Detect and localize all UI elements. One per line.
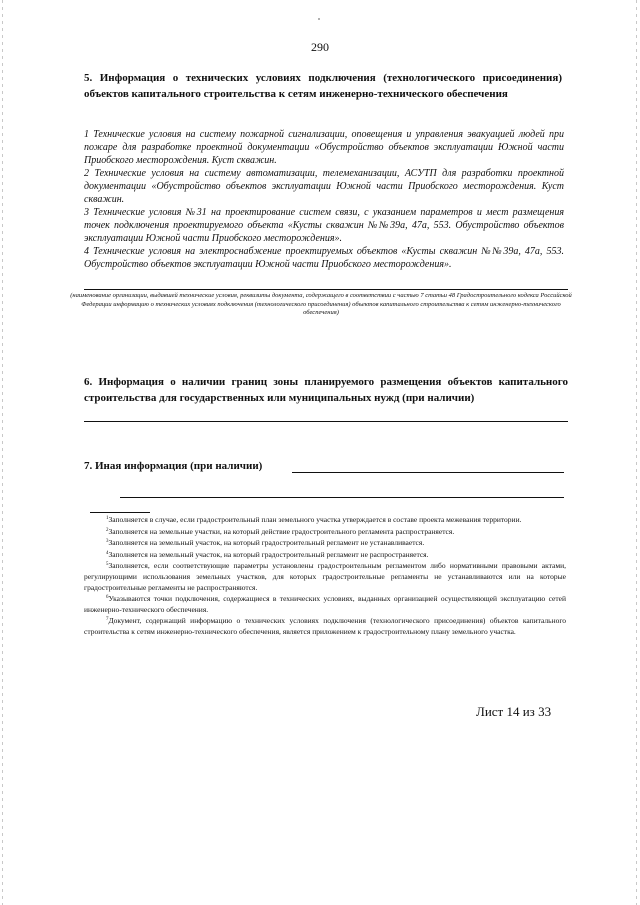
condition-item-2: 2 Технические условия на систему автоматизации, телемеханизации, АСУТП для разработки проектной документации «Обустройство объектов эксплуатации Южной части Приобского месторождения. Куст скважин. (84, 168, 564, 205)
section-6-heading: 6. Информация о наличии границ зоны планируемого размещения объектов капитального строительства для государственных или муниципальных нужд (при наличии) (84, 376, 568, 404)
section-5-caption: (наименование организации, выдавшей технические условия, реквизиты документа, содержащего в соответствии с частью 7 статьи 48 Градостроительного кодекса Российской Федерации информацию о технических условиях подключения (технологического присоединения) объектов капитального строительства к сетям инженерно-технического обеспечения) (70, 292, 572, 316)
footnote-3: $^3$Заполняется на земельный участок, на который градостроительный регламент не устанавливается. (106, 538, 425, 548)
page-number: 290 (311, 40, 329, 54)
footnote-1: $^1$Заполняется в случае, если градостроительный план земельного участка утверждается в составе проекта межевания территории. (106, 515, 522, 524)
section-5-underline (84, 289, 568, 290)
footnote-4: $^4$Заполняется на земельный участок, на который градостроительный регламент не распространяется. (106, 549, 429, 559)
section-6-underline (84, 421, 568, 422)
condition-item-4: 4 Технические условия на электроснабжение проектируемых объектов «Кусты скважин №№39а, 47а, 553. Обустройство объектов эксплуатации Южной части Приобского месторождения». (84, 246, 564, 270)
footnote-2: $^2$Заполняется на земельные участки, на который действие градостроительного регламента распространяется. (106, 526, 455, 536)
condition-item-3: 3 Технические условия №31 на проектирование систем связи, с указанием параметров и мест размещения точек подключения проектируемого объекта «Кусты скважин №№39а, 47а, 553. Обустройство объектов эксплуатации Южной части Приобского месторождения». (84, 207, 564, 244)
footnote-7: $^7$Документ, содержащий информацию о технических условиях подключения (технологического присоединения) объектов капитального строительства к сетям инженерно-технического обеспечения, является приложением к градостроительному плану земельного участка. (84, 616, 566, 636)
footnote-6: $^6$Указываются точки подключения, содержащиеся в технических условиях, выданных организацией осуществляющей эксплуатацию сетей инженерно-технического обеспечения. (84, 594, 566, 614)
section-7-heading: 7. Иная информация (при наличии) (84, 460, 263, 472)
scan-left-edge (2, 0, 3, 905)
condition-item-1: 1 Технические условия на систему пожарной сигнализации, оповещения и управления эвакуацией людей при пожаре для разработке проектной документации «Обустройство объектов эксплуатации Южной части Приобского месторождения. Куст скважин. (84, 129, 564, 166)
section-5-heading: 5. Информация о технических условиях подключения (технологического присоединения) объектов капитального строительства к сетям инженерно-технического обеспечения (84, 72, 562, 100)
footnotes (84, 514, 566, 638)
section-5-conditions (84, 128, 564, 271)
section-7-second-line (120, 497, 564, 498)
footnote-separator (90, 512, 150, 513)
sheet-counter: Лист 14 из 33 (476, 704, 552, 719)
scan-right-edge (636, 0, 637, 905)
section-7-fill-line (292, 472, 564, 473)
scan-speck (318, 18, 320, 20)
footnote-5: $^5$Заполняется, если соответствующие параметры установлены градостроительным регламентом либо нормативными правовыми актами, регулирующими использования земельных участков, для которых градостроительные регламенты не устанавливаются или на которые градостроительные регламенты не распространяются. (84, 561, 566, 592)
